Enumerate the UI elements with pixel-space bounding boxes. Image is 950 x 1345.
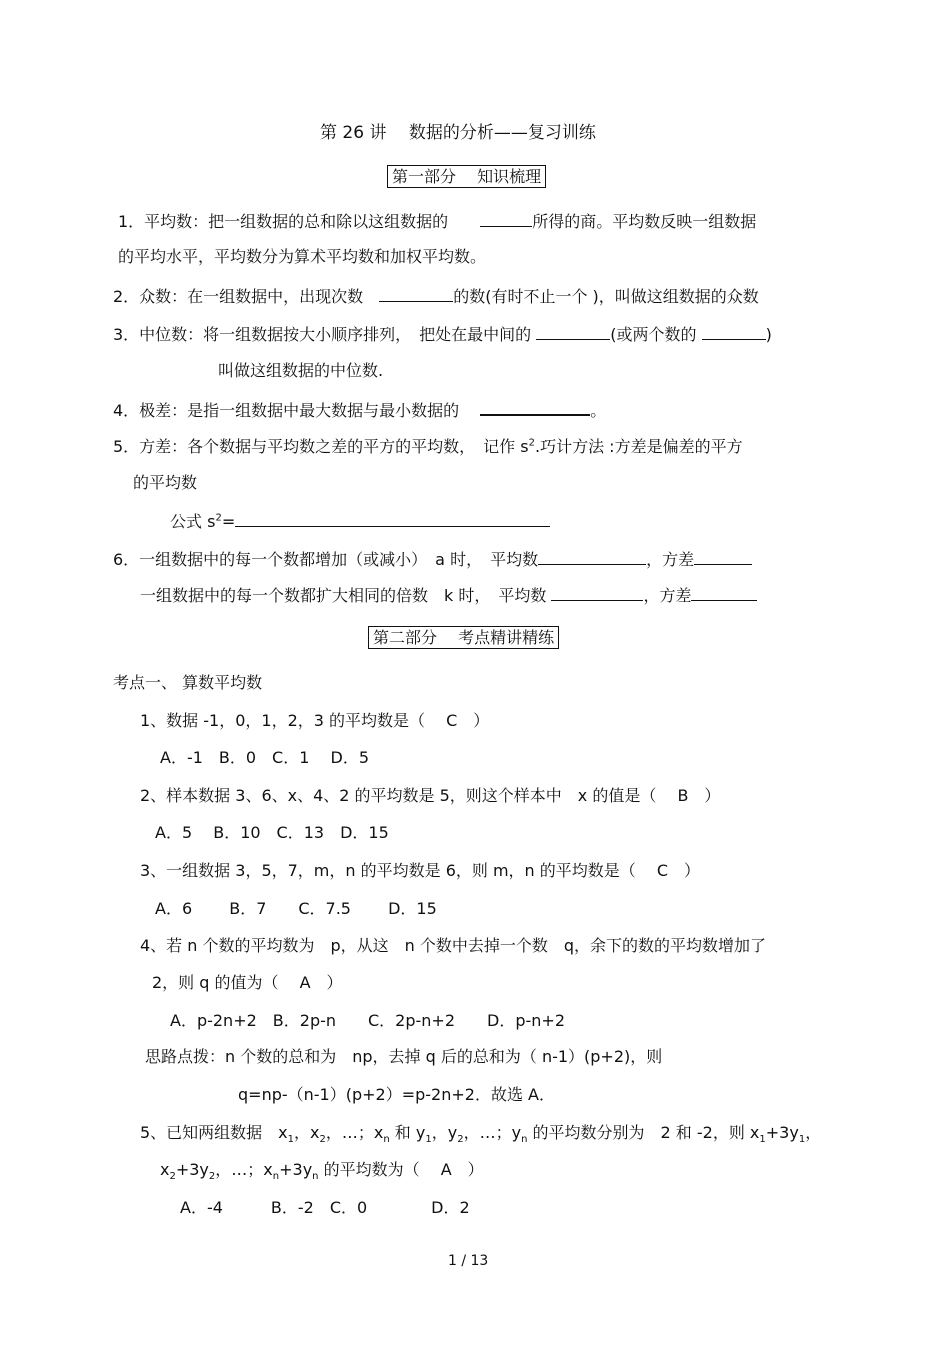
- question-5-options: A．-4 B．-2 C．0 D．2: [180, 1198, 470, 1217]
- question-2-options: A．5 B．10 C．13 D．15: [155, 823, 389, 842]
- question-4-line1: 4、若 n 个数的平均数为 p，从这 n 个数中去掉一个数 q，余下的数的平均数增加了: [140, 936, 767, 955]
- page-title: 第 26 讲 数据的分析——复习训练: [320, 123, 596, 143]
- question-4-hint-line1: 思路点拨：n 个数的总和为 np，去掉 q 后的总和为（ n-1）(p+2)，则: [145, 1047, 663, 1066]
- question-4-line2: 2，则 q 的值为（ A ）: [152, 973, 343, 992]
- knowledge-1-line2: 的平均水平，平均数分为算术平均数和加权平均数。: [118, 247, 487, 266]
- question-4-hint-line2: q=np-（n-1）(p+2）=p-2n+2．故选 A．: [238, 1085, 555, 1104]
- knowledge-6-line2: 一组数据中的每一个数都扩大相同的倍数 k 时， 平均数 ，方差: [140, 584, 757, 607]
- knowledge-3-line2: 叫做这组数据的中位数.: [218, 361, 384, 380]
- question-5-line1: 5、已知两组数据 $x_1$，$x_2$，…；$x_n$ 和 $y_1$，$y_2$，…；$y_n$ 的平均数分别为 2 和 -2，则 $x_1+3y_1$，: [140, 1123, 822, 1146]
- question-3-options: A．6 B．7 C．7.5 D．15: [155, 899, 437, 918]
- topic-1-heading: 考点一、 算数平均数: [113, 673, 263, 692]
- question-3: 3、一组数据 3，5，7，m，n 的平均数是 6，则 m，n 的平均数是（ C ）: [140, 861, 701, 880]
- section-heading-part2: 第二部分 考点精讲精练: [368, 627, 559, 649]
- section-heading-part1: 第一部分 知识梳理: [387, 166, 546, 188]
- knowledge-1-line1: 1．平均数：把一组数据的总和除以这组数据的 所得的商。平均数反映一组数据: [118, 212, 757, 231]
- knowledge-5-line2: 的平均数: [133, 473, 198, 492]
- page-number: 1 / 13: [448, 1253, 489, 1269]
- question-1-options: A．-1 B．0 C．1 D．5: [160, 748, 369, 767]
- knowledge-6-line1: 6．一组数据中的每一个数都增加（或减小） a 时， 平均数 ，方差: [113, 548, 752, 571]
- question-2: 2、样本数据 3、6、x、4、2 的平均数是 5，则这个样本中 x 的值是（ B ）: [140, 786, 721, 805]
- question-1: 1、数据 -1，0，1，2，3 的平均数是（ C ）: [140, 711, 490, 730]
- knowledge-5-formula: 公式 $s^2=$: [170, 510, 550, 533]
- knowledge-2: 2．众数：在一组数据中，出现次数 的数(有时不止一个 )，叫做这组数据的众数: [113, 287, 759, 306]
- question-5-line2: $x_2+3y_2$，…；$x_n+3y_n$ 的平均数为（ A ）: [160, 1160, 484, 1183]
- knowledge-3-line1: 3．中位数：将一组数据按大小顺序排列， 把处在最中间的 (或两个数的 ): [113, 325, 772, 344]
- question-4-options: A．p-2n+2 B．2p-n C．2p-n+2 D．p-n+2: [170, 1011, 565, 1030]
- knowledge-4: 4．极差：是指一组数据中最大数据与最小数据的 。: [113, 398, 606, 422]
- knowledge-5-line1: 5．方差：各个数据与平均数之差的平方的平均数， 记作 $s^2$.巧计方法 :方差是偏差的平方: [113, 437, 743, 456]
